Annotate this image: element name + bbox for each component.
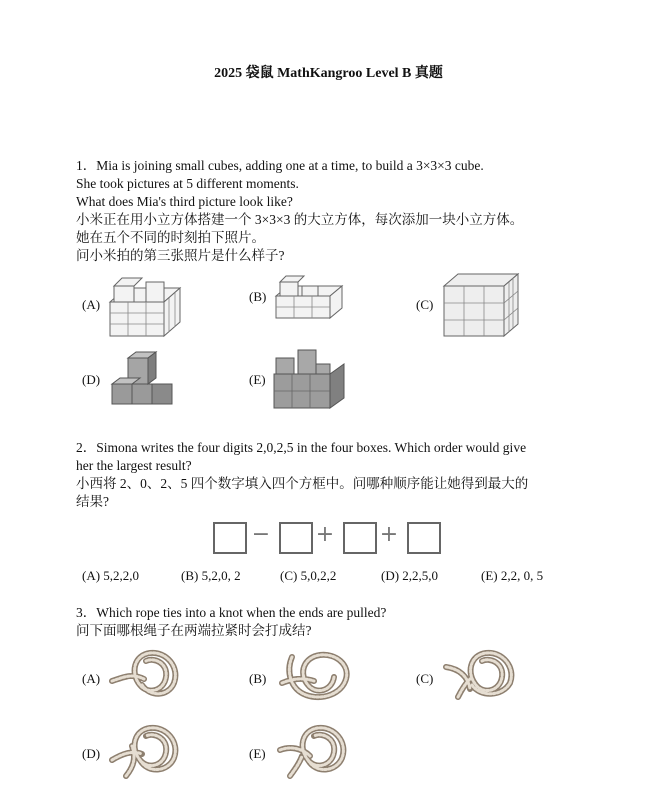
q2-answer-c[interactable]: (C) 5,0,2,2 <box>280 568 337 583</box>
q2-text-en-1: 2．Simona writes the four digits 2,0,2,5 in the four boxes. Which order would give <box>76 440 527 455</box>
q3-option-b-label[interactable]: (B) <box>249 671 267 686</box>
q1-text-zh-1: 小米正在用小立方体搭建一个 3×3×3 的大立方体，每次添加一块小立方体。 <box>76 212 524 227</box>
q1-text-en-3: What does Mia's third picture look like? <box>76 194 293 209</box>
q2-digit-box-2 <box>279 522 313 554</box>
q3-option-c-label[interactable]: (C) <box>416 671 434 686</box>
q3-figure-c-rope-icon <box>440 645 524 707</box>
q1-figure-a-cube-stack <box>106 272 184 338</box>
q1-option-a-label[interactable]: (A) <box>82 297 101 312</box>
q2-digit-box-1 <box>213 522 247 554</box>
q1-figure-d-cube-stack <box>106 350 182 408</box>
q1-text-en-1: 1．Mia is joining small cubes, adding one at a time, to build a 3×3×3 cube. <box>76 158 484 173</box>
q3-option-d-label[interactable]: (D) <box>82 746 101 761</box>
q1-text-zh-3: 问小米拍的第三张照片是什么样子? <box>76 248 285 263</box>
q2-answer-b[interactable]: (B) 5,2,0, 2 <box>181 568 241 583</box>
q2-plus-operator-2: + <box>379 522 399 547</box>
page-title: 2025 袋鼠 MathKangroo Level B 真题 <box>214 66 443 81</box>
q1-option-b-label[interactable]: (B) <box>249 289 267 304</box>
q1-figure-e-cube-stack <box>270 346 350 410</box>
q2-text-zh-1: 小西将 2、0、2、5 四个数字填入四个方框中。问哪种顺序能让她得到最大的 <box>76 476 529 491</box>
q2-answer-e[interactable]: (E) 2,2, 0, 5 <box>481 568 544 583</box>
q2-digit-box-4 <box>407 522 441 554</box>
q1-figure-b-cube-stack <box>272 272 348 322</box>
q2-answer-a[interactable]: (A) 5,2,2,0 <box>82 568 140 583</box>
q3-option-a-label[interactable]: (A) <box>82 671 101 686</box>
q1-text-zh-2: 她在五个不同的时刻拍下照片。 <box>76 230 265 245</box>
q1-figure-c-cube-stack <box>440 270 522 338</box>
q2-digit-box-3 <box>343 522 377 554</box>
q3-text-en-1: 3．Which rope ties into a knot when the ends are pulled? <box>76 605 387 620</box>
q2-plus-operator-1: + <box>315 522 335 547</box>
q2-text-en-2: her the largest result? <box>76 458 192 473</box>
q1-text-en-2: She took pictures at 5 different moments. <box>76 176 299 191</box>
q3-figure-e-rope-icon <box>272 720 356 782</box>
q3-text-zh-1: 问下面哪根绳子在两端拉紧时会打成结? <box>76 623 312 638</box>
q1-option-c-label[interactable]: (C) <box>416 297 434 312</box>
q3-figure-d-rope-icon <box>106 720 186 782</box>
q3-figure-b-rope-icon <box>272 645 356 709</box>
q3-figure-a-rope-icon <box>106 645 186 707</box>
q2-text-zh-2: 结果? <box>76 494 109 509</box>
q3-option-e-label[interactable]: (E) <box>249 746 266 761</box>
q2-answer-d[interactable]: (D) 2,2,5,0 <box>381 568 439 583</box>
q1-option-d-label[interactable]: (D) <box>82 372 101 387</box>
q2-minus-operator: − <box>251 522 271 547</box>
q1-option-e-label[interactable]: (E) <box>249 372 266 387</box>
